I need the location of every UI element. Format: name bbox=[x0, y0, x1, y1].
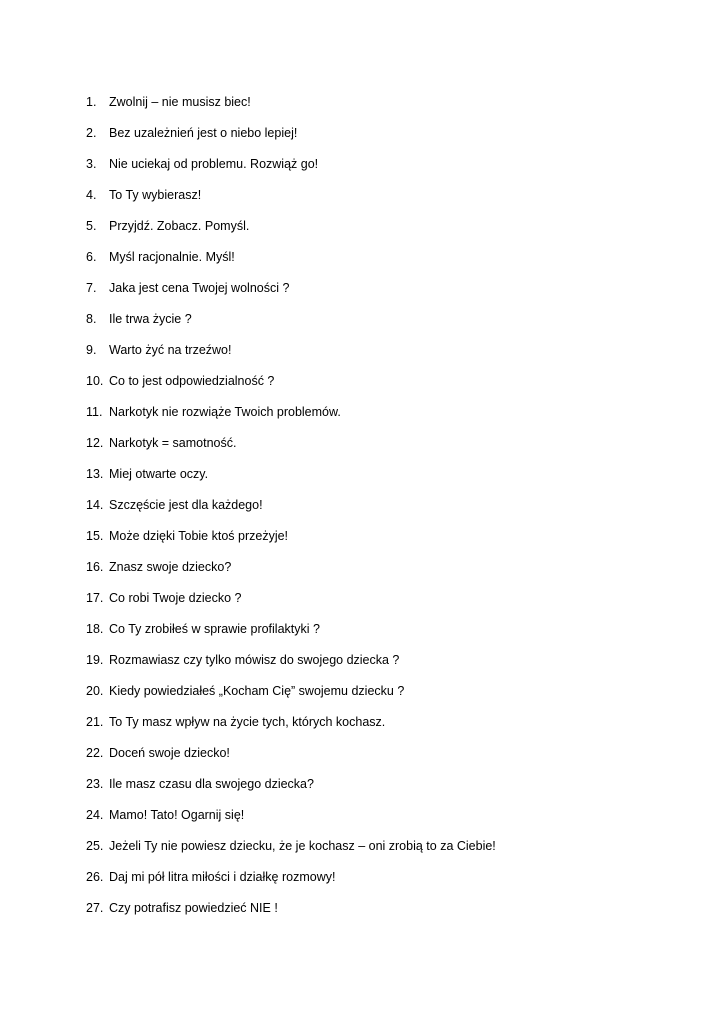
list-item-text: Miej otwarte oczy. bbox=[109, 466, 209, 481]
list-item-text: Może dzięki Tobie ktoś przeżyje! bbox=[109, 528, 289, 543]
list-item bbox=[86, 303, 496, 334]
list-item-number: 3. bbox=[86, 156, 97, 171]
list-item-number: 22. bbox=[86, 745, 104, 760]
list-item-text: Czy potrafisz powiedzieć NIE ! bbox=[109, 900, 278, 915]
list-item-number: 15. bbox=[86, 528, 104, 543]
list-item-text: Co to jest odpowiedzialność ? bbox=[109, 373, 275, 388]
list-item-number: 19. bbox=[86, 652, 104, 667]
list-item-number: 7. bbox=[86, 280, 97, 295]
list-item bbox=[86, 830, 496, 861]
list-item bbox=[86, 427, 496, 458]
list-item bbox=[86, 551, 496, 582]
list-item-number: 5. bbox=[86, 218, 97, 233]
list-item-text: Szczęście jest dla każdego! bbox=[109, 497, 263, 512]
list-item-text: Doceń swoje dziecko! bbox=[109, 745, 230, 760]
list-item bbox=[86, 396, 496, 427]
list-item-text: Zwolnij – nie musisz biec! bbox=[109, 94, 251, 109]
list-item bbox=[86, 489, 496, 520]
list-item-number: 8. bbox=[86, 311, 97, 326]
list-item-number: 27. bbox=[86, 900, 104, 915]
list-item-number: 20. bbox=[86, 683, 104, 698]
list-item bbox=[86, 799, 496, 830]
list-item-number: 18. bbox=[86, 621, 104, 636]
list-item-text: Jeżeli Ty nie powiesz dziecku, że je kochasz – oni zrobią to za Ciebie! bbox=[109, 838, 496, 853]
list-item-number: 11. bbox=[86, 404, 103, 419]
list-item-text: Jaka jest cena Twojej wolności ? bbox=[109, 280, 290, 295]
list-item-text: Ile trwa życie ? bbox=[109, 311, 192, 326]
list-item-text: Kiedy powiedziałeś „Kocham Cię” swojemu dziecku ? bbox=[109, 683, 405, 698]
list-item bbox=[86, 86, 496, 117]
list-item-text: Znasz swoje dziecko? bbox=[109, 559, 232, 574]
list-item bbox=[86, 892, 496, 923]
list-item-number: 17. bbox=[86, 590, 104, 605]
list-item bbox=[86, 768, 496, 799]
list-item bbox=[86, 706, 496, 737]
list-item bbox=[86, 272, 496, 303]
list-item-text: Co robi Twoje dziecko ? bbox=[109, 590, 242, 605]
list-item-text: Rozmawiasz czy tylko mówisz do swojego dziecka ? bbox=[109, 652, 400, 667]
list-item bbox=[86, 644, 496, 675]
list-item bbox=[86, 737, 496, 768]
list-item-number: 23. bbox=[86, 776, 104, 791]
list-item-number: 14. bbox=[86, 497, 104, 512]
list-item bbox=[86, 861, 496, 892]
list-item-number: 10. bbox=[86, 373, 104, 388]
list-item bbox=[86, 675, 496, 706]
list-item-number: 9. bbox=[86, 342, 97, 357]
list-item-number: 24. bbox=[86, 807, 104, 822]
list-item-text: Daj mi pół litra miłości i działkę rozmowy! bbox=[109, 869, 336, 884]
list-item bbox=[86, 210, 496, 241]
list-item-text: Narkotyk = samotność. bbox=[109, 435, 237, 450]
list-item bbox=[86, 179, 496, 210]
list-item-number: 16. bbox=[86, 559, 104, 574]
list-item-text: Co Ty zrobiłeś w sprawie profilaktyki ? bbox=[109, 621, 320, 636]
list-item-number: 21. bbox=[86, 714, 104, 729]
list-item-number: 26. bbox=[86, 869, 104, 884]
list-item bbox=[86, 241, 496, 272]
list-item-number: 12. bbox=[86, 435, 104, 450]
slogan-list bbox=[86, 86, 496, 923]
list-item-number: 4. bbox=[86, 187, 97, 202]
list-item-number: 1. bbox=[86, 94, 97, 109]
list-item-text: Nie uciekaj od problemu. Rozwiąż go! bbox=[109, 156, 319, 171]
list-item-text: Ile masz czasu dla swojego dziecka? bbox=[109, 776, 314, 791]
list-item-number: 2. bbox=[86, 125, 97, 140]
list-item-text: Mamo! Tato! Ogarnij się! bbox=[109, 807, 245, 822]
list-item-text: Przyjdź. Zobacz. Pomyśl. bbox=[109, 218, 250, 233]
list-item-text: To Ty wybierasz! bbox=[109, 187, 202, 202]
list-item-text: Myśl racjonalnie. Myśl! bbox=[109, 249, 235, 264]
list-item bbox=[86, 334, 496, 365]
list-item-text: To Ty masz wpływ na życie tych, których kochasz. bbox=[109, 714, 386, 729]
list-item-text: Bez uzależnień jest o niebo lepiej! bbox=[109, 125, 298, 140]
list-item-text: Narkotyk nie rozwiąże Twoich problemów. bbox=[109, 404, 341, 419]
list-item bbox=[86, 520, 496, 551]
list-item bbox=[86, 365, 496, 396]
list-item bbox=[86, 582, 496, 613]
list-item-number: 13. bbox=[86, 466, 104, 481]
list-item bbox=[86, 117, 496, 148]
list-item bbox=[86, 148, 496, 179]
list-item-text: Warto żyć na trzeźwo! bbox=[109, 342, 232, 357]
list-item-number: 25. bbox=[86, 838, 104, 853]
list-item bbox=[86, 458, 496, 489]
list-item bbox=[86, 613, 496, 644]
list-item-number: 6. bbox=[86, 249, 97, 264]
